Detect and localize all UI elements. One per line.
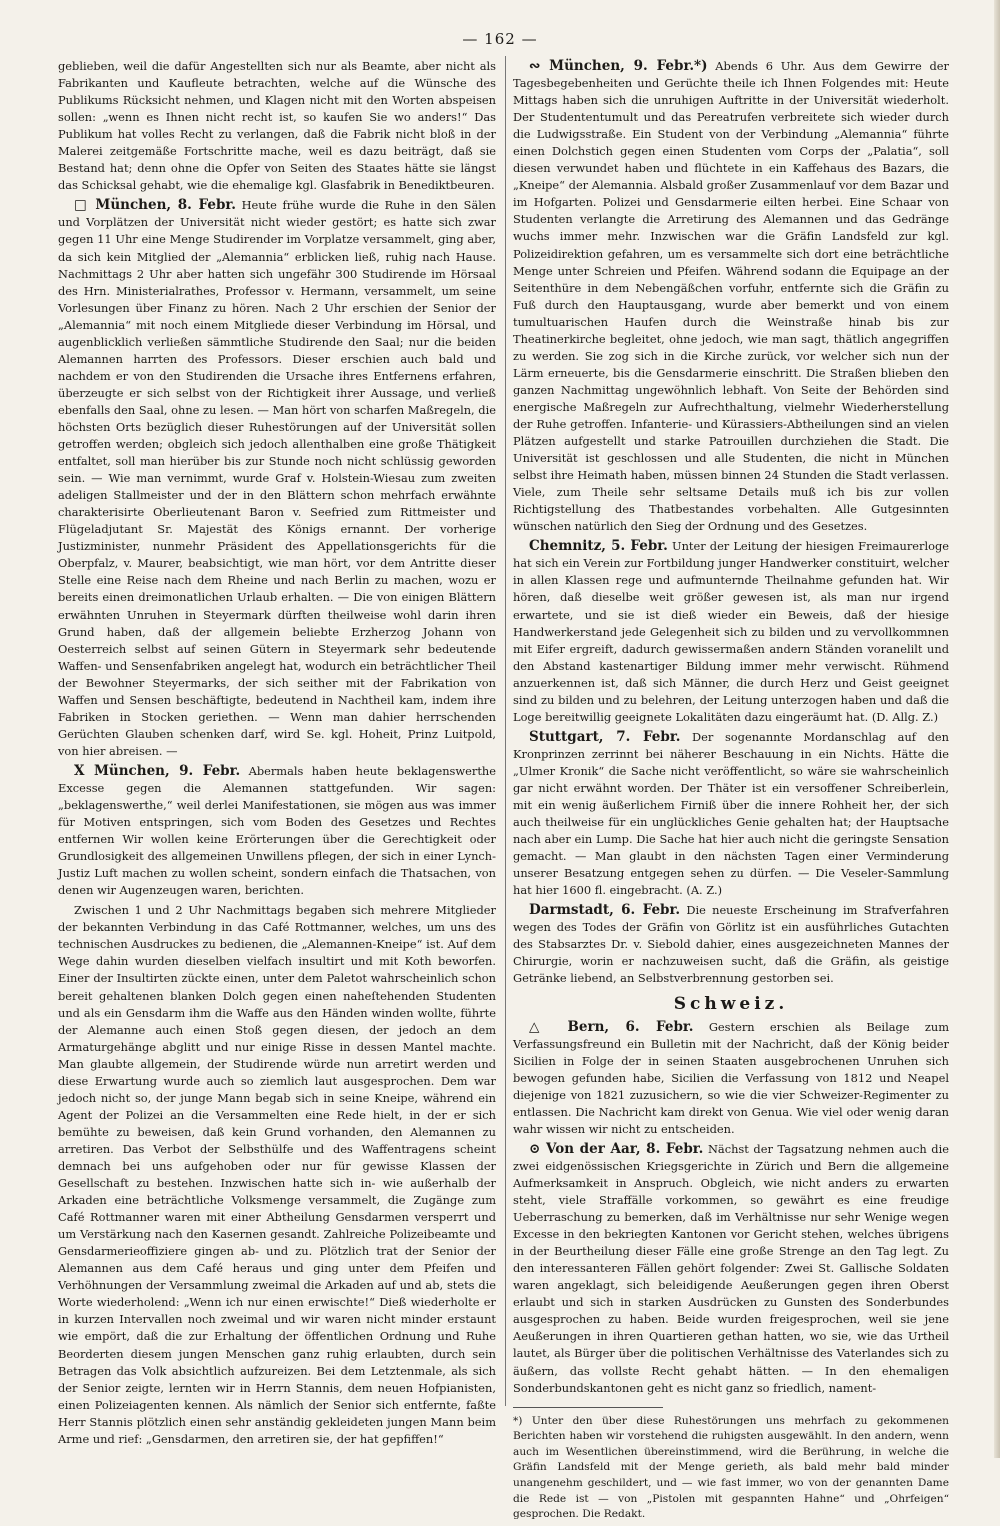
article-dateline: Stuttgart, 7. Febr. (529, 728, 681, 745)
footnote-text: *) Unter den über diese Ruhestörungen uns mehrfach zu gekommenen Berichten haben wir vorstehend die ruhigsten ausgewählt. In den andern, wenn auch im Wesentlichen übereinstimmend, wird die Berührung, in welche die Gräfin Landsfeld mit der Menge gerieth, als bald mehr bald minder unangenehm geschildert, und — wie fast immer, wo von der genannten Dame die Rede ist — von „Pistolen mit gespannten Hahne“ und „Ohrfeigen“ gesprochen. Die Redakt. (513, 1414, 949, 1521)
page-number: — 162 — (462, 30, 538, 48)
article-body: Gestern erschien als Beilage zum Verfassungsfreund ein Bulletin mit der Nachricht, daß der König beider Sicilien in Folge der in seinen Staaten ausgebrochenen Unruhen sich bewogen gefunden habe, Sicilien die Verfassung von 1812 und Neapel diejenige von 1821 zuzusichern, so wie die vier Schweizer-Regimenter zu entlassen. Die Nachricht kam direkt von Genua. Wie viel oder wenig daran wahr wissen wir nicht zu entscheiden. (513, 1019, 950, 1136)
article-paragraph (58, 197, 496, 760)
footnote (513, 1414, 949, 1523)
article-body: Abermals haben heute beklagenswerthe Excesse gegen die Alemannen stattgefunden. Wir sagen: „beklagenswerthe,“ weil derlei Manifestationen, sie mögen aus was immer für Motiven entspringen, sich vom Boden des Gesetzes und Rechtes entfernen Wir wollen keine Erörterungen über die Gerechtigkeit oder Grundlosigkeit des allgemeinen Unwillens pflegen, der sich in einer Lynch-Justiz Luft machen zu wollen scheint, sondern einfach die Thatsachen, von denen wir Augenzeugen waren, berichten. (58, 763, 496, 898)
article-body: Die neueste Erscheinung im Strafverfahren wegen des Todes der Gräfin von Görlitz ist ein ausführliches Gutachten des Stabsarztes Dr. v. Siebold dahier, eines ausgezeichneten Mannes der Chirurgie, worin er nachzuweisen sucht, daß die Gräfin, als geistige Getränke liebend, an Selbstverbrennung gestorben sei. (513, 903, 949, 986)
article-dateline: Darmstadt, 6. Febr. (529, 902, 681, 919)
article-paragraph (58, 763, 496, 899)
article-body: Der sogenannte Mordanschlag auf den Kronprinzen zerrinnt bei näherer Beschauung in ein Nichts. Hätte die „Ulmer Kronik“ die Sache nicht veröffentlicht, so wäre sie wahrscheinlich gar nicht erwähnt worden. Der Thäter ist ein versoffener Schreiberlein, mit ein wenig äußerlichem Firniß über die innere Rohheit her, der sich auch theilweise für ein unglückliches Genie gehalten hat; der Hauptsache nach aber ein Lump. Die Sache hat hier auch nicht die geringste Sensation gemacht. — Man glaubt in den nächsten Tagen einer Verminderung unserer Besatzung entgegen sehen zu dürfen. — Die Veseler-Sammlung hat hier 1600 fl. eingebracht. (A. Z.) (513, 729, 949, 898)
article-body: Heute frühe wurde die Ruhe in den Sälen und Vorplätzen der Universität nicht wieder gestört; es hatte sich zwar gegen 11 Uhr eine Menge Studirender im Vorplatze versammelt, ging aber, da sich kein Mitglied der „Alemannia“ erblicken ließ, ruhig nach Hause. Nachmittags 2 Uhr aber hatten sich ungefähr 300 Studirende im Hörsaal des Hrn. Ministerialrathes, Professor v. Hermann, versammelt, um seine Vorlesungen über Finanz zu hören. Nach 2 Uhr erschien der Senior der „Alemannia“ mit noch einem Mitgliede dieser Verbindung im Hörsal, und augenblicklich verließen sämmtliche Studirende den Saal; nur die beiden Alemannen harrten des Professors. Dieser erschien auch bald und nachdem er von den Studirenden die Ursache ihres Entfernens erfahren, überzeugte er sich selbst von der Richtigkeit ihrer Aussage, und verließ ebenfalls den Saal, ohne zu lesen. — Man hört von scharfen Maßregeln, die höchsten Orts bezüglich dieser Ruhestörungen auf der Universität sollen getroffen werden; obgleich sich jedoch allenthalben eine große Thätigkeit entfaltet, soll man hierüber bis zur Stunde noch nicht schlüssig geworden sein. — Wie man vernimmt, wurde Graf v. Holstein-Wiesau zum zweiten adeligen Stallmeister und der in den Blättern schon mehrfach erwähnte charakterisirte Oberlieutenant Baron v. Seefried zum Rittmeister und Flügeladjutant Sr. Majestät des Königs ernannt. Der vorherige Justizminister, nunmehr Präsident des Appellationsgerichts für die Oberpfalz, v. Maurer, beabsichtigt, wie man hört, vor dem Antritte dieser Stelle eine Reise nach dem Rheine und nach Berlin zu machen, wozu er bereits einen dreimonatlichen Urlaub erhalten. — Die von einigen Blättern erwähnten Unruhen in Steyermark dürften theilweise wohl darin ihren Grund haben, daß der allgemein beliebte Erzherzog Johann von Oesterreich selbst auf seinen Gütern in Steyermark sehr bedeutende Waffen- und Sensenfabriken angelegt hat, wodurch ein beträchtlicher Theil der Bewohner Steyermarks, der sich seither mit der Fabrikation von Waffen und Sensen beschäftigte, bedeutend in Nachtheil kam, indem ihre Fabriken in Stocken geriethen. — Wenn man dahier herrschenden Gerüchten Glauben schenken darf, wird Se. kgl. Hoheit, Prinz Luitpold, von hier abreisen. — (58, 198, 496, 758)
left-column (58, 58, 496, 1451)
article-paragraph: geblieben, weil die dafür Angestellten sich nur als Beamte, aber nicht als Fabrikanten und Kaufleute betrachten, welche auf die Wünsche des Publikums Rücksicht nehmen, und Klagen nicht mit den Worten abspeisen sollen: „wenn es Ihnen nicht recht ist, so kaufen Sie wo anders!“ Das Publikum hat volles Recht zu verlangen, daß die Fabrik nicht bloß in der Malerei zeitgemäße Fortschritte mache, weil es dazu beiträgt, daß sie Bestand hat; denn ohne die Opfer von Seiten des Staates hätte sie längst das Schicksal gehabt, wie die ehemalige kgl. Glasfabrik in Benediktbeuren. (58, 59, 496, 193)
page-edge (994, 0, 1000, 1458)
article-paragraph (513, 1019, 949, 1138)
right-column (513, 58, 949, 1526)
article-dateline: ∾ München, 9. Febr.*) (529, 58, 708, 74)
footnote-rule (513, 1407, 663, 1408)
article-paragraph (513, 538, 949, 726)
article-dateline: Chemnitz, 5. Febr. (529, 538, 668, 555)
article-dateline: ⊙ Von der Aar, 8. Febr. (529, 1140, 704, 1157)
article-paragraph (513, 902, 949, 987)
article-dateline: □ München, 8. Febr. (74, 197, 236, 214)
article-body: Nächst der Tagsatzung nehmen auch die zwei eidgenössischen Kriegsgerichte in Zürich und Bern die allgemeine Aufmerksamkeit in Anspruch. Obgleich, wie nicht anders zu erwarten steht, viele Straffälle vorkommen, so gewährt es eine freudige Ueberraschung zu bemerken, daß im Verhältnisse nur sehr Wenige wegen Excesse in den bekriegten Kantonen vor Gericht stehen, welches übrigens in der Beurtheilung dieser Fälle eine große Strenge an den Tag legt. Zu den interessanteren Fällen gehört folgender: Zwei St. Gallische Soldaten waren angeklagt, sich beleidigende Aeußerungen gegen ihren Oberst erlaubt und sich in starken Ausdrücken zu Gunsten des Sonderbundes ausgesprochen zu haben. Beide wurden freigesprochen, weil sie jene Aeußerungen in ihren Quartieren gethan hatten, wo sie, wie das Urtheil lautet, als Bürger über die politischen Verhältnisse des Vaterlandes sich zu äußern, das vollste Recht gehabt hätten. — In den ehemaligen Sonderbundskantonen geht es nicht ganz so friedlich, nament- (513, 1141, 949, 1395)
article-body: Unter der Leitung der hiesigen Freimaurerloge hat sich ein Verein zur Fortbildung junger Handwerker constituirt, welcher in allen Klassen rege und aufmunternde Theilnahme gefunden hat. Wir hören, daß dieselbe weit größer gewesen ist, als man nur irgend erwartete, und sie ist dieß wieder ein Beweis, daß der hiesige Handwerkerstand jede Gelegenheit sich zu bilden und zu vervollkommnen mit Eifer ergreift, dadurch gewissermaßen andern Ständen voranelilt und den Abstand kastenartiger Bildung immer mehr verwischt. Rühmend anzuerkennen ist, daß sich Männer, die durch Herz und Geist geeignet sind zu bilden und zu belehren, der Leitung unterzogen haben und daß die Loge bereitwillig geeignete Lokalitäten dazu eingeräumt hat. (D. Allg. Z.) (513, 539, 950, 724)
article-paragraph (513, 58, 949, 535)
section-heading: Schweiz. (673, 993, 789, 1014)
article-paragraph (513, 1141, 949, 1397)
article-paragraph: Zwischen 1 und 2 Uhr Nachmittags begaben sich mehrere Mitglieder der bekannten Verbindung in das Café Rottmanner, welches, um uns des technischen Ausdruckes zu bedienen, die „Alemannen-Kneipe“ ist. Auf dem Wege dahin wurden dieselben vielfach insultirt und mit Koth beworfen. Einer der Insultirten zückte einen, unter dem Paletot wahrscheinlich schon bereit gehaltenen blanken Dolch gegen einen naheſtehenden Studenten und als ein Gensdarm ihm die Waffe aus den Händen winden wollte, führte der Alemanne auch einen Stoß gegen diesen, der jedoch an dem Armaturgehänge abglitt und nur einige Risse in dessen Mantel machte. Man glaubte allgemein, der Studirende würde nun arretirt werden und diese Erwartung wurde auch so ziemlich laut ausgesprochen. Dem war jedoch nicht so, der junge Mann begab sich in seine Kneipe, während ein Agent der Polizei an die Versammelten eine Rede hielt, in der er sich bemühte zu beweisen, daß kein Grund vorhanden, den Alemannen zu arretiren. Das Verbot der Selbsthülfe und des Waffentragens scheint demnach bei uns aufgehoben oder nur für gewisse Klassen der Gesellschaft zu bestehen. Inzwischen hatte sich in- wie außerhalb der Arkaden eine beträchtliche Volksmenge versammelt, die Zugänge zum Café Rottmanner waren mit einer Abtheilung Gensdarmen versperrt und um Verstärkung nach den Kasernen gesandt. Zahlreiche Polizeibeamte und Gensdarmerieoffiziere gingen ab- und zu. Plötzlich trat der Senior der Alemannen aus dem Café heraus und ging unter dem Pfeifen und Verhöhnungen der Versammlung zweimal die Arkaden auf und ab, stets die Worte wiederholend: „Wenn ich nur einen erwischte!“ Dieß wiederholte er in kurzen Intervallen noch zweimal und wir waren nicht minder erstaunt wie empört, daß die zur Erhaltung der öffentlichen Ordnung und Ruhe Beorderten diesem jungen Menschen ganz ruhig erlaubten, durch sein Betragen das Volk absichtlich aufzureizen. Bei dem Letztenmale, als sich der Senior zeigte, lernten wir in Herrn Stannis, dem neuen Hofpianisten, einen Polizeiagenten kennen. Als nämlich der Senior sich entfernte, faßte Herr Stannis plötzlich einen sehr anständig gekleideten jungen Mann beim Arme und rief: „Gensdarmen, den arretiren sie, der hat gepfiffen!“ (58, 903, 496, 1446)
article-paragraph (513, 729, 949, 899)
article-body: Abends 6 Uhr. Aus dem Gewirre der Tagesbegebenheiten und Gerüchte theile ich Ihnen Folgendes mit: Heute Mittags haben sich die unruhigen Auftritte in der Universität wiederholt. Der Studententumult und das Pereatrufen verbreitete sich wieder durch die Ludwigsstraße. Ein Student von der Verbindung „Alemannia“ führte einen Dolchstich gegen einen Studenten vom Corps der „Palatia“, soll diesen verwundet haben und flüchtete in ein Kaffehaus des Bazars, die „Kneipe“ der Alemannia. Alsbald großer Zusammenlauf vor dem Bazar und im Hofgarten. Polizei und Gensdarmerie eilten herbei. Eine Schaar von Studenten verlangte die Arretirung des Alemannen und das Gedränge wuchs immer mehr. Inzwischen war die Gräfin Landsfeld zur kgl. Polizeidirektion gefahren, um es versammelte sich dort eine beträchtliche Menge unter Schreien und Pfeifen. Während sodann die Equipage an der Seitenthüre in dem Nebengäßchen vorfuhr, entfernte sich die Gräfin zu Fuß durch den Hauptausgang, wurde aber bemerkt und von einem tumultuarischen Haufen durch die Weinstraße hinab bis zur Theatinerkirche begleitet, ohne jedoch, wie man sagt, thätlich angegriffen zu werden. Sie zog sich in die Kirche zurück, vor welcher sich nun der Lärm erneuerte, bis die Gensdarmerie einschritt. Die Straßen blieben den ganzen Nachmittag ungewöhnlich lebhaft. Von Seite der Behörden sind energische Maßregeln zur Aufrechthaltung, vielmehr Wiederherstellung der Ruhe getroffen. Infanterie- und Kürassiers-Abtheilungen sind an vielen Plätzen aufgestellt und starke Patrouillen durchziehen die Stadt. Die Universität ist geschlossen und alle Studenten, die nicht in München selbst ihre Heimath haben, müssen binnen 24 Stunden die Stadt verlassen. Viele, zum Theile sehr seltsame Details muß ich bis zur vollen Richtigstellung des Thatbestandes vorbehalten. Alle Gutgesinnten wünschen natürlich den Sieg der Ordnung und des Gesetzes. (513, 59, 949, 534)
column-divider (505, 56, 506, 1406)
article-dateline: X München, 9. Febr. (74, 762, 241, 779)
article-dateline: △ Bern, 6. Febr. (529, 1018, 694, 1035)
